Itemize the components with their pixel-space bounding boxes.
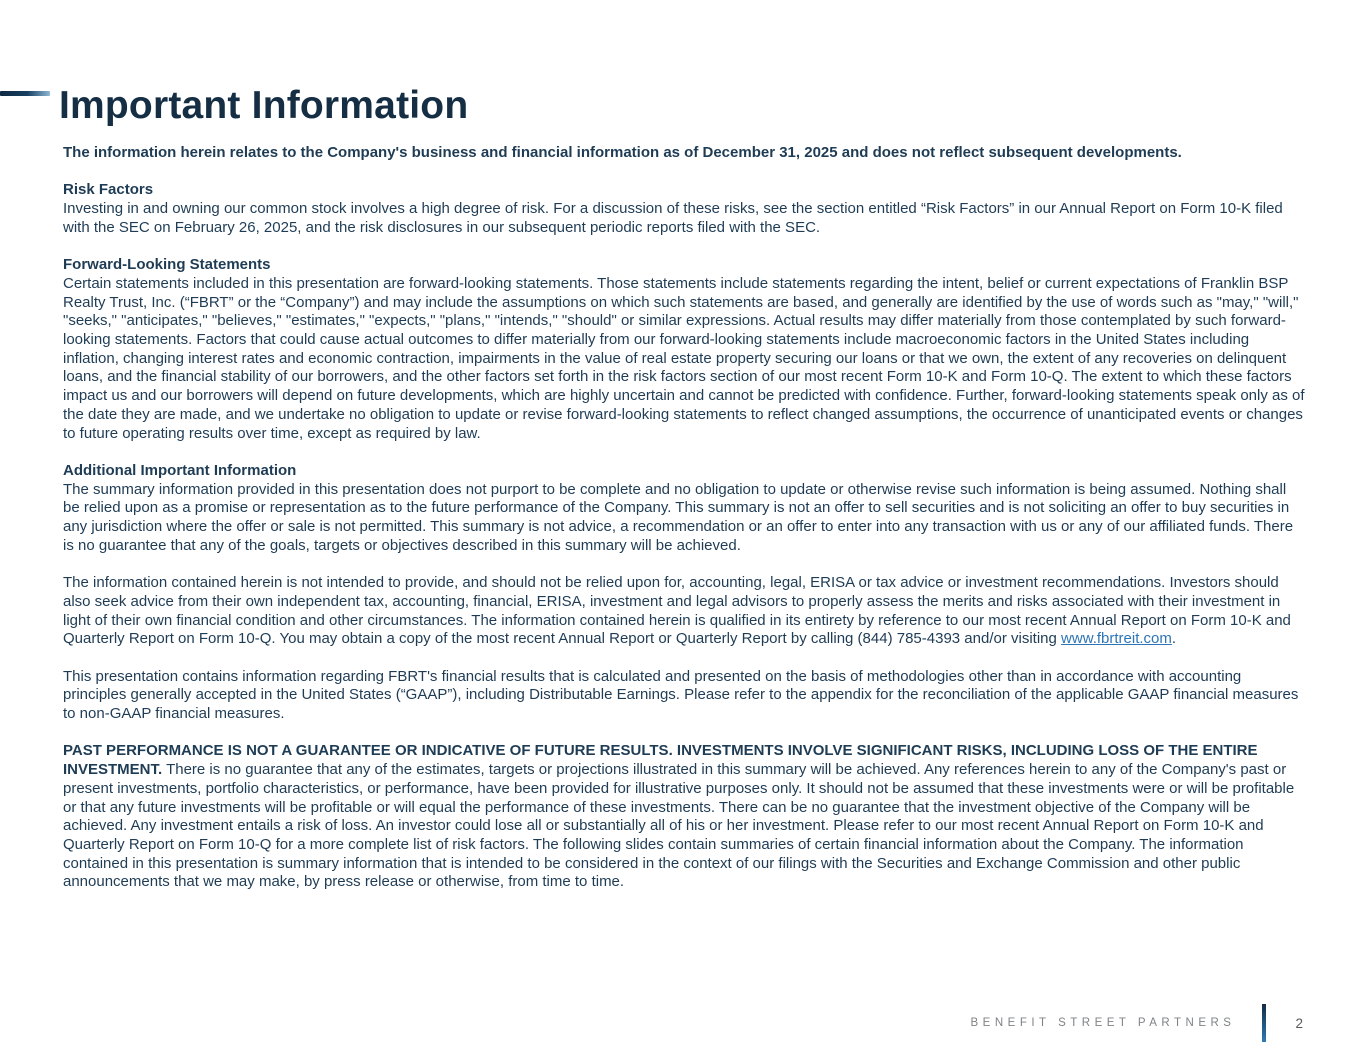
title-accent-dash [0, 91, 50, 96]
risk-factors-paragraph: Investing in and owning our common stock involves a high degree of risk. For a discussion of these risks, see the section entitled “Risk Factors” in our Annual Report on Form 10-K filed with the SEC on February 26, 2025, and the risk disclosures in our subsequent periodic reports filed with the SEC. [63, 200, 1283, 236]
footer [971, 1004, 1303, 1042]
past-performance-bold-lead: PAST PERFORMANCE IS NOT A GUARANTEE OR INDICATIVE OF FUTURE RESULTS. INVESTMENTS INVOLVE SIGNIFICANT RISKS, INCLUDING LOSS OF THE ENTIRE INVESTMENT. [63, 742, 1258, 779]
footer-divider-bar [1262, 1004, 1266, 1042]
advice-paragraph-text: The information contained herein is not intended to provide, and should not be relied upon for, accounting, legal, ERISA or tax advice or investment recommendations. Investors should also seek advice from their own independent tax, accounting, financial, ERISA, investment and legal advisors to properly assess the merits and risks associated with their investment in light of their own financial condition and other circumstances. The information contained herein is qualified in its entirety by reference to our most recent Annual Report on Form 10-K and Quarterly Report on Form 10-Q. You may obtain a copy of the most recent Annual Report or Quarterly Report by calling (844) 785-4393 and/or visiting [63, 574, 1291, 648]
fbrtreit-link[interactable]: www.fbrtreit.com [1061, 630, 1172, 648]
page-title: Important Information [59, 84, 469, 128]
section-heading-additional-important-information: Additional Important Information [63, 461, 297, 479]
past-performance-text: There is no guarantee that any of the estimates, targets or projections illustrated in this summary will be achieved. Any references herein to any of the Company's past or present investments, portfolio characteristics, or performance, have been provided for illustrative purposes only. It should not be assumed that these investments were or will be profitable or that any future investments will be profitable or will equal the performance of these investments. There can be no guarantee that the investment objective of the Company will be achieved. Any investment entails a risk of loss. An investor could lose all or substantially all of his or her investment. Please refer to our most recent Annual Report on Form 10-K and Quarterly Report on Form 10-Q for a more complete list of risk factors. The following slides contain summaries of certain financial information about the Company. The information contained in this presentation is summary information that is intended to be considered in the context of our filings with the Securities and Exchange Commission and other public announcements that we may make, by press release or otherwise, from time to time. [63, 761, 1295, 891]
summary-information-paragraph: The summary information provided in this presentation does not purport to be complete and no obligation to update or otherwise revise such information is being assumed. Nothing shall be relied upon as a promise or representation as to the future performance of the Company. This summary is not an offer to sell securities and is not soliciting an offer to buy securities in any jurisdiction where the offer or sale is not permitted. This summary is not advice, a recommendation or an offer to enter into any transaction with us or any of our affiliated funds. There is no guarantee that any of the goals, targets or objectives described in this summary will be achieved. [63, 480, 1294, 554]
advice-paragraph [63, 574, 1305, 649]
advice-paragraph-period: . [1171, 630, 1177, 648]
footer-brand: BENEFIT STREET PARTNERS [970, 1017, 1236, 1029]
past-performance-paragraph [63, 742, 1305, 892]
intro-statement: The information herein relates to the Company's business and financial information as of December 31, 2025 and does not reflect subsequent developments. [63, 144, 1182, 161]
section-heading-risk-factors: Risk Factors [63, 181, 154, 199]
page-number: 2 [1295, 1015, 1303, 1031]
disclaimer-content [63, 144, 1305, 892]
forward-looking-paragraph: Certain statements included in this presentation are forward-looking statements. Those statements include statements regarding the intent, belief or current expectations of Franklin BSP Realty Trust, Inc. (“FBRT” or the “Company”) and may include the assumptions on which such statements are based, and generally are identified by the use of words such as "may," "will," "seeks," "anticipates," "believes," "estimates," "expects," "plans," "intends," "should" or similar expressions. Actual results may differ materially from those contemplated by such forward-looking statements. Factors that could cause actual outcomes to differ materially from our forward-looking statements include macroeconomic factors in the United States including inflation, changing interest rates and economic contraction, impairments in the value of real estate property securing our loans or that we own, the extent of any recoveries on delinquent loans, and the financial stability of our borrowers, and the other factors set forth in the risk factors section of our most recent Form 10-K and Form 10-Q. The extent to which these factors impact us and our borrowers will depend on future developments, which are highly uncertain and cannot be predicted with confidence. Further, forward-looking statements speak only as of the date they are made, and we undertake no obligation to update or revise forward-looking statements to reflect changed assumptions, the occurrence of unanticipated events or changes to future operating results over time, except as required by law. [63, 274, 1305, 442]
section-heading-forward-looking-statements: Forward-Looking Statements [63, 256, 271, 274]
gaap-paragraph: This presentation contains information regarding FBRT's financial results that is calculated and presented on the basis of methodologies other than in accordance with accounting principles generally accepted in the United States (“GAAP”), including Distributable Earnings. Please refer to the appendix for the reconciliation of the applicable GAAP financial measures to non-GAAP financial measures. [63, 667, 1299, 723]
